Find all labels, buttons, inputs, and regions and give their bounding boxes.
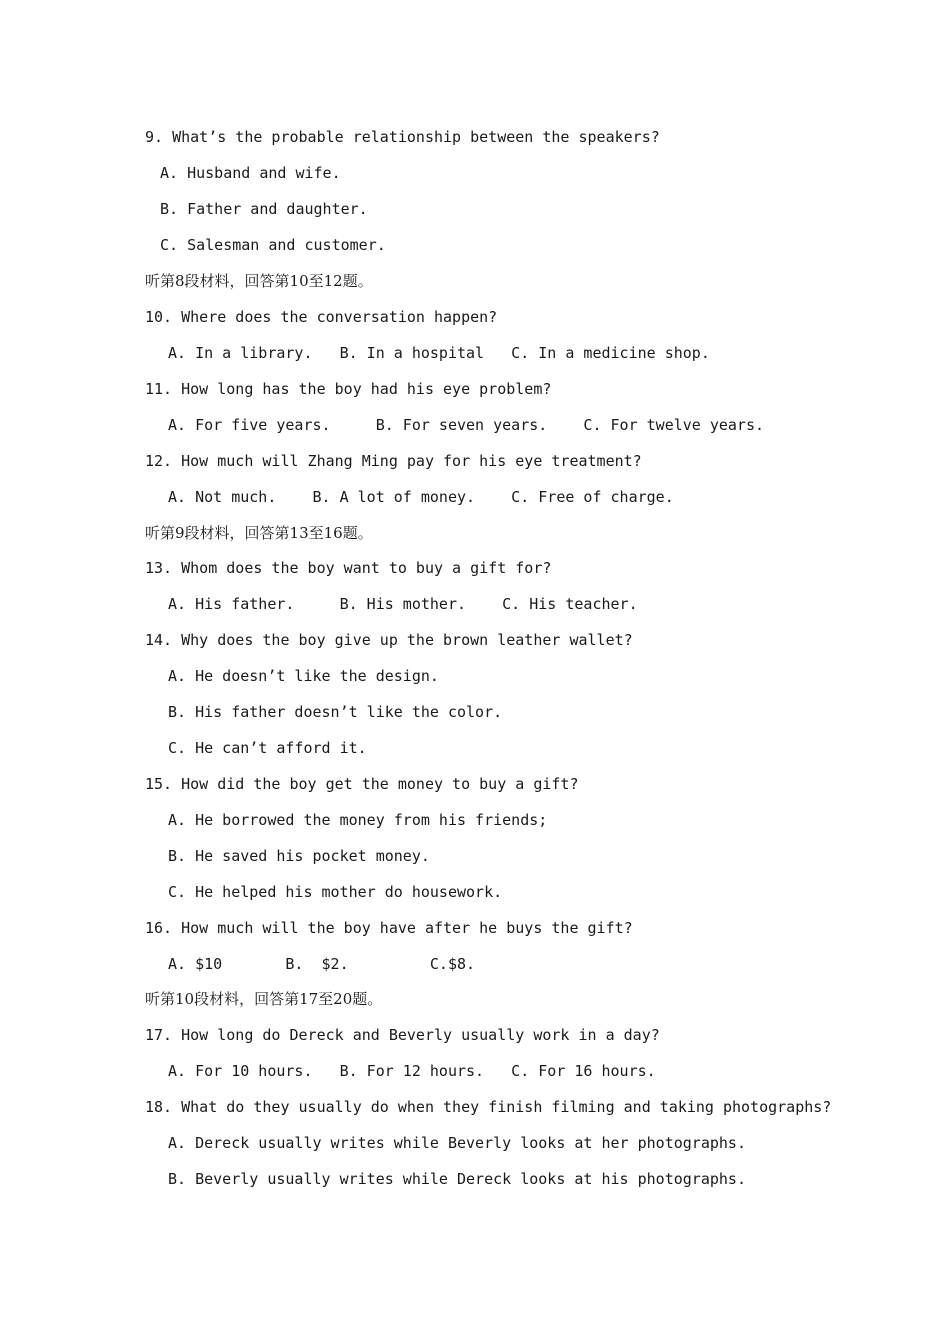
q11-options: A. For five years. B. For seven years. C. For twelve years.	[168, 416, 765, 434]
question-16: 16. How much will the boy have after he buys the gift?	[145, 919, 633, 937]
q10-options: A. In a library. B. In a hospital C. In a medicine shop.	[168, 344, 710, 362]
q12-options: A. Not much. B. A lot of money. C. Free of charge.	[168, 488, 674, 506]
q14-option-a: A. He doesn’t like the design.	[168, 667, 439, 685]
question-11: 11. How long has the boy had his eye problem?	[145, 380, 552, 398]
q15-option-b: B. He saved his pocket money.	[168, 847, 430, 865]
q14-option-c: C. He can’t afford it.	[168, 739, 367, 757]
q16-options: A. $10 B. $2. C.$8.	[168, 955, 476, 973]
section-10-instruction: 听第10段材料，回答第17至20题。	[145, 990, 383, 1008]
question-14: 14. Why does the boy give up the brown leather wallet?	[145, 631, 633, 649]
q13-options: A. His father. B. His mother. C. His teacher.	[168, 595, 638, 613]
question-18: 18. What do they usually do when they finish filming and taking photographs?	[145, 1098, 832, 1116]
q18-option-a: A. Dereck usually writes while Beverly looks at her photographs.	[168, 1134, 746, 1152]
question-17: 17. How long do Dereck and Beverly usually work in a day?	[145, 1026, 660, 1044]
q18-option-b: B. Beverly usually writes while Dereck looks at his photographs.	[168, 1170, 746, 1188]
q15-option-c: C. He helped his mother do housework.	[168, 883, 503, 901]
question-15: 15. How did the boy get the money to buy a gift?	[145, 775, 579, 793]
question-10: 10. Where does the conversation happen?	[145, 308, 498, 326]
q17-options: A. For 10 hours. B. For 12 hours. C. For 16 hours.	[168, 1062, 656, 1080]
q9-option-a: A. Husband and wife.	[160, 164, 341, 182]
section-9-instruction: 听第9段材料，回答第13至16题。	[145, 524, 373, 542]
q9-option-c: C. Salesman and customer.	[160, 236, 386, 254]
q9-option-b: B. Father and daughter.	[160, 200, 368, 218]
q15-option-a: A. He borrowed the money from his friends;	[168, 811, 548, 829]
question-9: 9. What’s the probable relationship between the speakers?	[145, 128, 660, 146]
question-12: 12. How much will Zhang Ming pay for his eye treatment?	[145, 452, 642, 470]
q14-option-b: B. His father doesn’t like the color.	[168, 703, 503, 721]
question-13: 13. Whom does the boy want to buy a gift for?	[145, 559, 552, 577]
section-8-instruction: 听第8段材料，回答第10至12题。	[145, 272, 373, 290]
